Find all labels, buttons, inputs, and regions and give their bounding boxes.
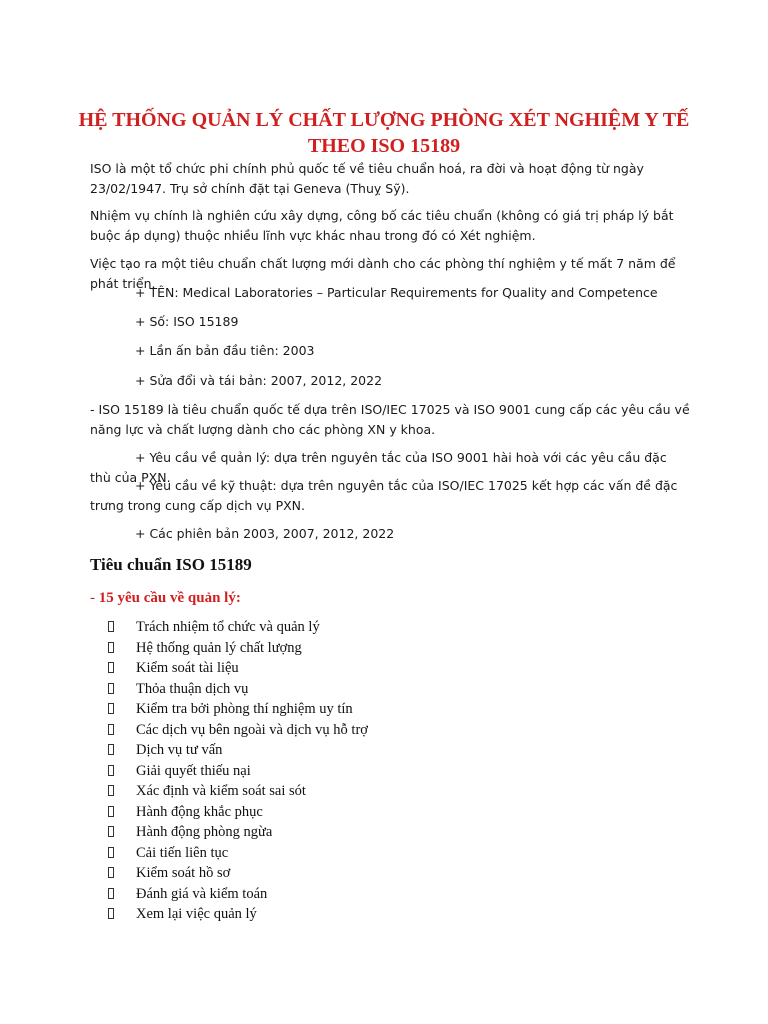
list-item <box>90 740 650 761</box>
list-item <box>90 720 650 741</box>
bullet-box-icon <box>108 703 114 714</box>
bullet-box-icon <box>108 847 114 858</box>
bullet-box-icon <box>108 785 114 796</box>
list-item-text: Đánh giá và kiểm toán <box>136 885 268 902</box>
list-item <box>90 699 650 720</box>
item-revisions: + Sửa đổi và tái bản: 2007, 2012, 2022 <box>135 373 383 388</box>
list-item <box>90 781 650 802</box>
list-item <box>90 761 650 782</box>
item-management-requirements: + Yêu cầu về quản lý: dựa trên nguyên tắc của ISO 9001 hài hoà với các yêu cầu đặc thù của PXN. <box>90 450 667 485</box>
item-number: + Số: ISO 15189 <box>135 314 239 329</box>
list-item-text: Kiểm tra bởi phòng thí nghiệm uy tín <box>136 701 353 717</box>
list-item-text: Hệ thống quản lý chất lượng <box>136 639 302 656</box>
paragraph-development: Việc tạo ra một tiêu chuẩn chất lượng mới dành cho các phòng thí nghiệm y tế mất 7 năm để phát triển. <box>90 256 676 291</box>
list-item-text: Trách nhiệm tổ chức và quản lý <box>136 619 320 635</box>
list-item <box>90 617 650 638</box>
bullet-box-icon <box>108 888 114 899</box>
list-item-text: Kiểm soát hồ sơ <box>136 865 231 881</box>
requirements-list <box>90 617 650 925</box>
list-item <box>90 904 650 925</box>
bullet-box-icon <box>108 683 114 694</box>
paragraph-iso15189-basis: - ISO 15189 là tiêu chuẩn quốc tế dựa trên ISO/IEC 17025 và ISO 9001 cung cấp các yêu cầu về năng lực và chất lượng dành cho các phòng XN y khoa. <box>90 402 690 437</box>
list-item <box>90 638 650 659</box>
list-item <box>90 863 650 884</box>
list-item <box>90 884 650 905</box>
list-item-text: Dịch vụ tư vấn <box>136 742 223 758</box>
list-item-text: Hành động khắc phục <box>136 803 263 820</box>
bullet-box-icon <box>108 642 114 653</box>
list-item <box>90 658 650 679</box>
bullet-box-icon <box>108 621 114 632</box>
subheading-text: 15 yêu cầu về quản lý: <box>98 590 241 606</box>
paragraph-mission: Nhiệm vụ chính là nghiên cứu xây dựng, công bố các tiêu chuẩn (không có giá trị pháp lý bắt buộc áp dụng) thuộc nhiều lĩnh vực khác nhau trong đó có Xét nghiệm. <box>90 208 674 243</box>
paragraph-iso-intro: ISO là một tổ chức phi chính phủ quốc tế về tiêu chuẩn hoá, ra đời và hoạt động từ ngày 23/02/1947. Trụ sở chính đặt tại Geneva (Thuỵ Sỹ). <box>90 161 644 196</box>
bullet-box-icon <box>108 662 114 673</box>
list-item-text: Kiểm soát tài liệu <box>136 660 239 676</box>
subheading-dash: - <box>90 590 99 606</box>
bullet-box-icon <box>108 867 114 878</box>
list-item-text: Xem lại việc quản lý <box>136 906 257 922</box>
item-versions: + Các phiên bản 2003, 2007, 2012, 2022 <box>135 526 395 541</box>
bullet-box-icon <box>108 826 114 837</box>
bullet-box-icon <box>108 806 114 817</box>
management-requirements-subheading <box>90 588 241 608</box>
list-item-text: Cải tiến liên tục <box>136 844 229 861</box>
list-item-text: Xác định và kiểm soát sai sót <box>136 783 306 799</box>
list-item-text: Giải quyết thiếu nại <box>136 762 251 779</box>
list-item <box>90 679 650 700</box>
list-item-text: Thỏa thuận dịch vụ <box>136 680 249 697</box>
item-name: + TÊN: Medical Laboratories – Particular Requirements for Quality and Competence <box>135 285 658 300</box>
list-item-text: Các dịch vụ bên ngoài và dịch vụ hỗ trợ <box>136 721 368 738</box>
list-item-text: Hành động phòng ngừa <box>136 824 273 840</box>
section-heading: Tiêu chuẩn ISO 15189 <box>90 555 252 574</box>
document-title: HỆ THỐNG QUẢN LÝ CHẤT LƯỢNG PHÒNG XÉT NGHIỆM Y TẾ THEO ISO 15189 <box>78 109 690 157</box>
list-item <box>90 802 650 823</box>
list-item <box>90 822 650 843</box>
bullet-box-icon <box>108 724 114 735</box>
bullet-box-icon <box>108 744 114 755</box>
list-item <box>90 843 650 864</box>
item-technical-requirements: + Yêu cầu về kỹ thuật: dựa trên nguyên tắc của ISO/IEC 17025 kết hợp các vấn đề đặc trưng trong cung cấp dịch vụ PXN. <box>90 478 678 513</box>
item-first-edition: + Lần ấn bản đầu tiên: 2003 <box>135 343 315 358</box>
bullet-box-icon <box>108 908 114 919</box>
bullet-box-icon <box>108 765 114 776</box>
